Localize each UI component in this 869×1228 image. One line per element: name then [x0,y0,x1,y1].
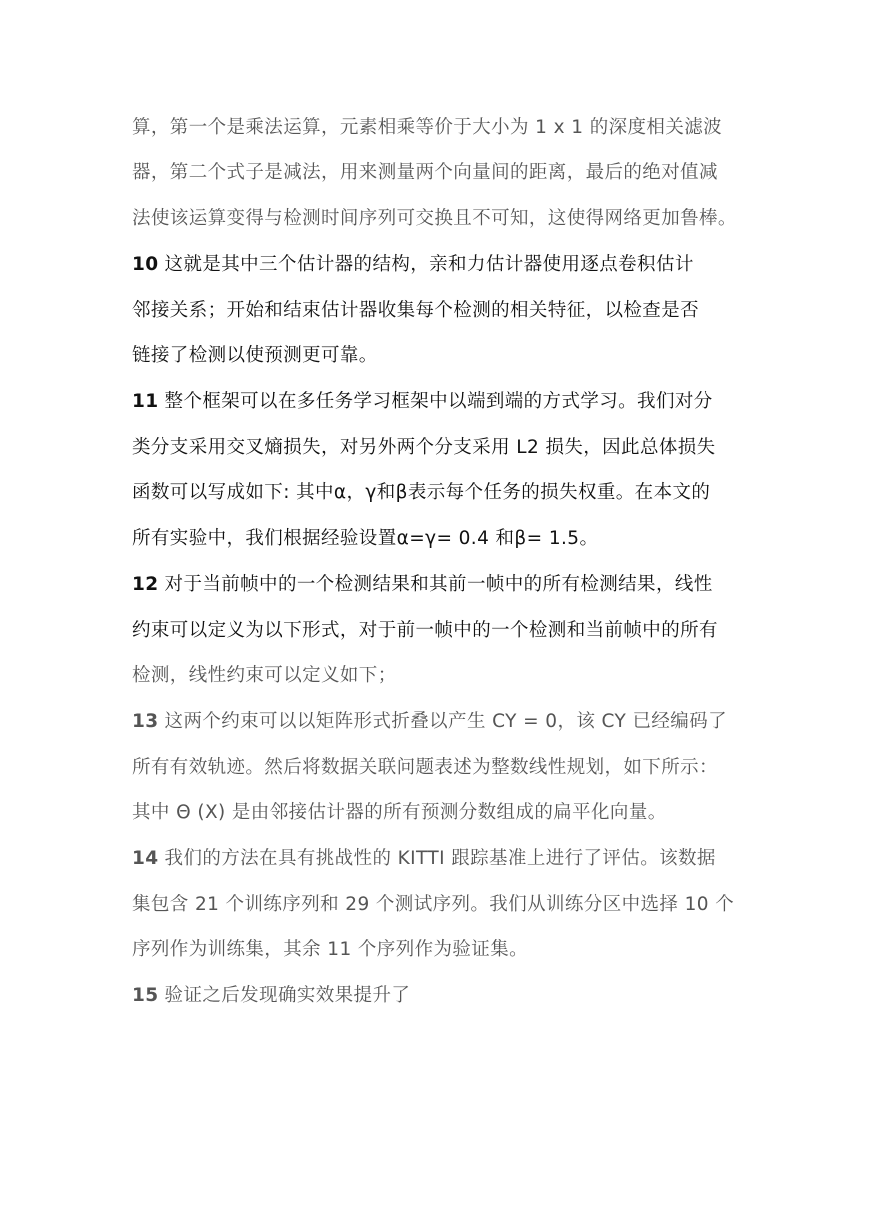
paragraph-10-line-1 [132,253,694,277]
paragraph-number: 13 [132,711,159,732]
paragraph-line: 集包含 21 个训练序列和 29 个测试序列。我们从训练分区中选择 10 个 [132,894,735,915]
paragraph-text: 对于当前帧中的一个检测结果和其前一帧中的所有检测结果，线性 [164,574,713,595]
paragraph-number: 12 [132,574,159,595]
paragraph-text: 这两个约束可以以矩阵形式折叠以产生 CY = 0，该 CY 已经编码了 [164,711,728,732]
paragraph-text: 这就是其中三个估计器的结构，亲和力估计器使用逐点卷积估计 [164,254,694,275]
paragraph-text: 整个框架可以在多任务学习框架中以端到端的方式学习。我们对分 [164,391,713,412]
paragraph-12-line-1 [132,573,713,597]
paragraph-15-line-1 [132,984,410,1008]
paragraph-line: 检测，线性约束可以定义如下； [132,665,397,686]
paragraph-text: 我们的方法在具有挑战性的 KITTI 跟踪基准上进行了评估。该数据 [164,848,716,869]
paragraph-line: 类分支采用交叉熵损失，对另外两个分支采用 L2 损失，因此总体损失 [132,437,716,458]
paragraph-line: 法使该运算变得与检测时间序列可交换且不可知，这使得网络更加鲁棒。 [132,208,737,229]
paragraph-number: 11 [132,391,159,412]
paragraph-line: 约束可以定义为以下形式，对于前一帧中的一个检测和当前帧中的所有 [132,620,718,641]
paragraph-line: 序列作为训练集，其余 11 个序列作为验证集。 [132,939,529,960]
paragraph-text: 验证之后发现确实效果提升了 [164,985,411,1006]
paragraph-line: 其中 Θ (X) 是由邻接估计器的所有预测分数组成的扁平化向量。 [132,802,667,823]
paragraph-number: 10 [132,254,159,275]
paragraph-line: 所有有效轨迹。然后将数据关联问题表述为整数线性规划，如下所示： [132,757,718,778]
paragraph-11-line-1 [132,390,713,414]
paragraph-number: 14 [132,848,159,869]
paragraph-13-line-1 [132,710,727,734]
paragraph-line: 器，第二个式子是减法，用来测量两个向量间的距离，最后的绝对值减 [132,162,718,183]
paragraph-14-line-1 [132,847,716,871]
paragraph-line: 所有实验中，我们根据经验设置α=γ= 0.4 和β= 1.5。 [132,528,599,549]
paragraph-line: 算，第一个是乘法运算，元素相乘等价于大小为 1 x 1 的深度相关滤波 [132,117,723,138]
paragraph-line: 邻接关系；开始和结束估计器收集每个检测的相关特征，以检查是否 [132,300,700,321]
paragraph-number: 15 [132,985,159,1006]
paragraph-line: 链接了检测以使预测更可靠。 [132,345,378,366]
paragraph-line: 函数可以写成如下: 其中α，γ和β表示每个任务的损失权重。在本文的 [132,482,711,503]
